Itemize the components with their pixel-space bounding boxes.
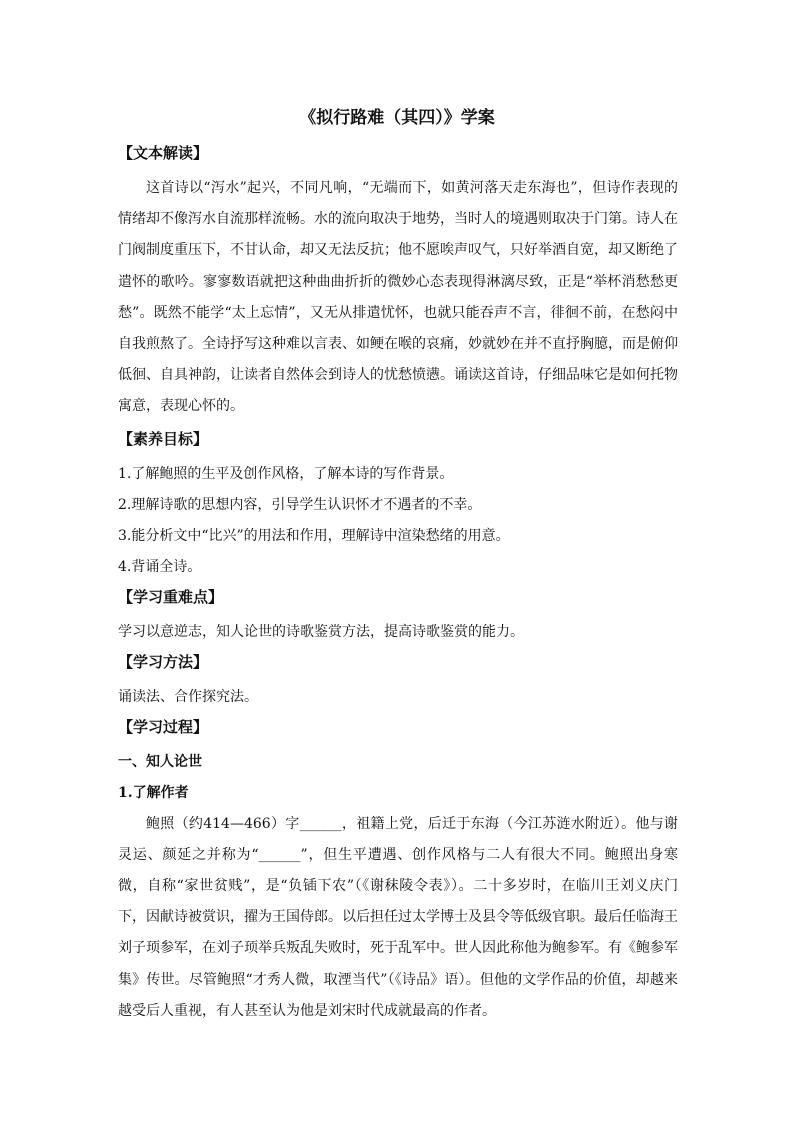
section-heading-goals: 【素养目标】	[118, 429, 209, 448]
process-subheading: 一、知人论世	[118, 753, 202, 770]
document-title: 《拟行路难（其四）》学案	[299, 108, 495, 128]
reading-paragraph: 这首诗以“泻水”起兴，不同凡响，“无端而下，如黄河落天走东海也”，但诗作表现的情绪却不像泻水自流那样流畅。水的流向取决于地势，当时人的境遇则取决于门第。诗人在门阀制度重压下，不甘认命，却又无法反抗；他不愿唉声叹气，只好举酒自宽，却又断绝了遣怀的歌吟。寥寥数语就把这种曲曲折折的微妙心态表现得淋漓尽致，正是“举杯消愁愁更愁”。既然不能学“太上忘情”，又无从排遣忧怀，也就只能吞声不言，徘徊不前，在愁闷中自我煎熬了。全诗抒写这种难以言表、如鲠在喉的哀痛，妙就妙在并不直抒胸臆，而是俯仰低徊、自具神韵，让读者自然体会到诗人的忧愁愤懑。诵读这首诗，仔细品味它是如何托物寓意，表现心怀的。	[118, 180, 678, 415]
goal-item: 3.能分析文中“比兴”的用法和作用，理解诗中渲染愁绪的用意。	[118, 527, 510, 544]
section-heading-reading: 【文本解读】	[118, 144, 209, 162]
section-heading-method: 【学习方法】	[118, 652, 209, 671]
document-body	[118, 141, 678, 1031]
author-paragraph: 鲍照（约414—466）字______，祖籍上党，后迁于东海（今江苏涟水附近）。他与谢灵运、颜延之并称为“______”，但生平遭遇、创作风格与二人有很大不同。鲍照出身寒微，自称“家世贫贱”，是“负锸下农”（《谢秣陵令表》）。二十多岁时，在临川王刘义庆门下，因献诗被赏识，擢为王国侍郎。以后担任过太学博士及县令等低级官职。最后任临海王刘子顼参军，在刘子顼举兵叛乱失败时，死于乱军中。世人因此称他为鲍参军。有《鲍参军集》传世。尽管鲍照“才秀人微，取湮当代”（《诗品》语）。但他的文学作品的价值，却越来越受后人重视，有人甚至认为他是刘宋时代成就最高的作者。	[118, 815, 678, 1019]
goal-item: 2.理解诗歌的思想内容，引导学生认识怀才不遇者的不幸。	[118, 496, 482, 513]
key-points-text: 学习以意逆志，知人论世的诗歌鉴赏方法，提高诗歌鉴赏的能力。	[118, 623, 524, 640]
section-heading-key-points: 【学习重难点】	[118, 587, 224, 606]
goal-item: 1.了解鲍照的生平及创作风格，了解本诗的写作背景。	[118, 465, 454, 482]
goal-item: 4.背诵全诗。	[118, 558, 202, 575]
section-heading-process: 【学习过程】	[118, 717, 209, 736]
method-text: 诵读法、合作探究法。	[118, 688, 258, 705]
process-subheading-author: 1.了解作者	[118, 784, 189, 801]
goals-list	[118, 459, 678, 583]
